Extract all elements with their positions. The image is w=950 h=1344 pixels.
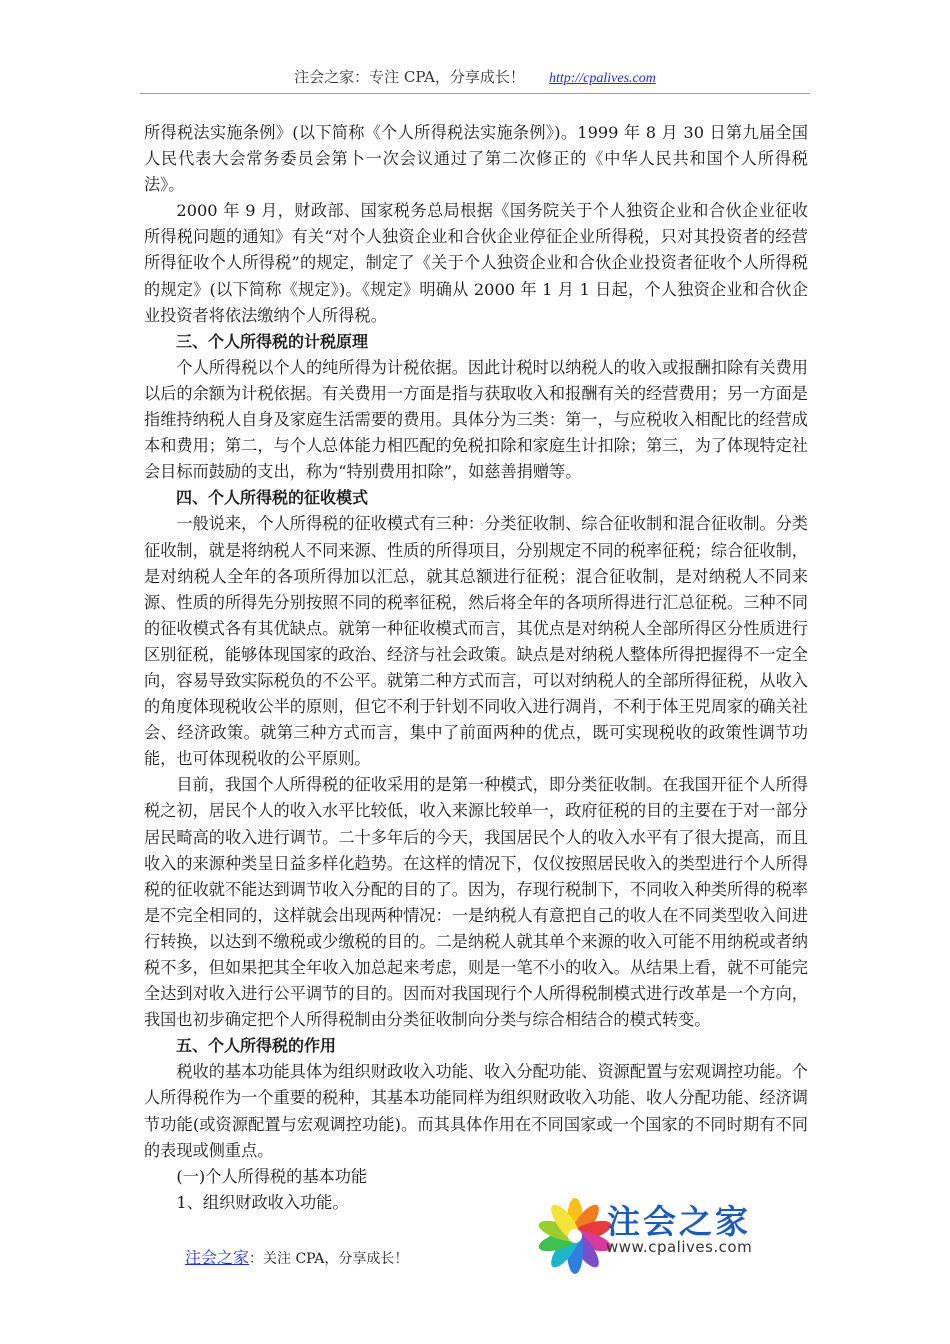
section-heading-3: 三、个人所得税的计税原理 [176,331,369,351]
section-heading-5: 五、个人所得税的作用 [176,1036,337,1056]
header-divider [140,93,810,94]
paragraph-6: 税收的基本功能具体为组织财政收入功能、收入分配功能、资源配置与宏观调控功能。个人所得税作为一个重要的税种，其基本功能同样为组织财政收入功能、收人分配功能、经济调节功能(或资源配置与宏观调控功能)。而其具体作用在不同国家或一个国家的不同时期有不同的表现或侧重点。 [144,1062,808,1160]
header-slogan: 注会之家：专注 CPA，分享成长！ [294,68,525,86]
section-heading-4: 四、个人所得税的征收模式 [176,488,369,508]
paragraph-1: 所得税法实施条例》(以下简称《个人所得税法实施条例》)。1999 年 8 月 30 日第九届全国人民代表大会常务委员会第卜一次会议通过了第二次修正的《中华人民共和国个人所得税法》。 [144,123,808,195]
page-header [0,66,950,87]
document-body [144,120,808,1216]
subheading-basic-functions: (一)个人所得税的基本功能 [176,1166,368,1186]
list-item-1: 1、组织财政收入功能。 [176,1192,349,1212]
paragraph-3: 个人所得税以个人的纯所得为计税依据。因此计税时以纳税人的收入或报酬扣除有关费用以后的余额为计税依据。有关费用一方面是指与获取收入和报酬有关的经营费用；另一方面是指维持纳税人自身及家庭生活需要的费用。具体分为三类：第一，与应税收入相配比的经营成本和费用；第二，与个人总体能力相匹配的免税扣除和家庭生计扣除；第三，为了体现特定社会目标而鼓励的支出，称为“特别费用扣除”，如慈善捐赠等。 [144,357,808,482]
footer-slogan: ：关注 CPA，分享成长！ [249,1251,409,1267]
brand-logo-name: 注会之家 [607,1202,751,1241]
footer-link[interactable]: 注会之家 [185,1248,250,1267]
paragraph-2: 2000 年 9 月，财政部、国家税务总局根据《国务院关于个人独资企业和合伙企业征收所得税问题的通知》有关“对个人独资企业和合伙企业停征企业所得税，只对其投资者的经营所得征收个人所得税”的规定，制定了《关于个人独资企业和合伙企业投资者征收个人所得税的规定》(以下简称《规定》)。《规定》明确从 2000 年 1 月 1 日起，个人独资企业和合伙企业投资者将依法缴纳个人所得税。 [144,201,808,325]
page-footer [185,1245,408,1268]
paragraph-4: 一般说来，个人所得税的征收模式有三种：分类征收制、综合征收制和混合征收制。分类征收制，就是将纳税人不同来源、性质的所得项目，分别规定不同的税率征税；综合征收制，是对纳税人全年的各项所得加以汇总，就其总额进行征税；混合征收制，是对纳税人不同来源、性质的所得先分别按照不同的税率征税，然后将全年的各项所得进行汇总征税。三种不同的征收模式各有其优缺点。就第一种征收模式而言，其优点是对纳税人全部所得区分性质进行区别征税，能够体现国家的政治、经济与社会政策。缺点是对纳税人整体所得把握得不一定全向，容易导致实际税负的不公平。就第二种方式而言，可以对纳税人的全部所得征税，从收入的角度体现税收公半的原则，但它不利于针划不同收入进行凋肖，不利于体王兕周家的确关社会、经济政策。就第三种方式而言，集中了前面两种的优点，既可实现税收的政策性调节功能，也可体现税收的公平原则。 [144,514,808,769]
header-link[interactable]: http://cpalives.com [548,71,656,86]
paragraph-5: 目前，我国个人所得税的征收采用的是第一种模式，即分类征收制。在我国开征个人所得税之初，居民个人的收入水平比较低，收入来源比较单一，政府征税的目的主要在于对一部分居民畸高的收入进行调节。二十多年后的今天，我国居民个人的收入水平有了很大提高，而且收入的来源种类呈日益多样化趋势。在这样的情况下，仅仪按照居民收入的类型进行个人所得税的征收就不能达到调节收入分配的目的了。因为，存现行税制下，不同收入种类所得的税率是不完全相同的，这样就会出现两种情况：一是纳税人有意把自己的收人在不同类型收入间进行转换，以达到不缴税或少缴税的目的。二是纳税人就其单个来源的收入可能不用纳税或者纳税不多，但如果把其全年收入加总起来考虑，则是一笔不小的收入。从结果上看，就不可能完全达到对收入进行公平调节的目的。因而对我国现行个人所得税制模式进行改革是一个方向，我国也初步确定把个人所得税制由分类征收制向分类与综合相结合的模式转变。 [144,775,808,1030]
brand-logo-url: www.cpalives.com [606,1238,753,1256]
